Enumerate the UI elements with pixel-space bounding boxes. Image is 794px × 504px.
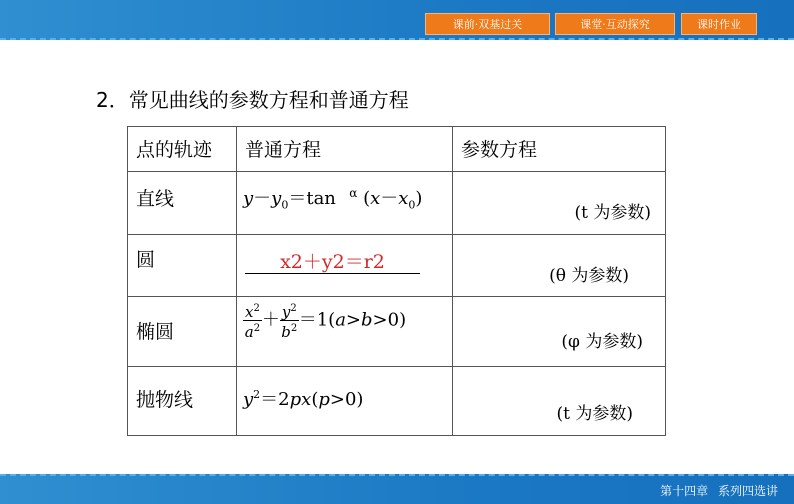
table-row	[128, 297, 666, 367]
banner-divider	[0, 474, 794, 476]
param-cell	[453, 235, 666, 297]
row-label-cell	[128, 235, 237, 297]
formula-cell	[237, 235, 453, 297]
equation-table	[127, 126, 666, 436]
table-row	[128, 367, 666, 436]
bottom-banner	[0, 474, 794, 504]
header-standard-equation: 普通方程	[245, 139, 322, 161]
param-cell	[453, 367, 666, 436]
table-header-row	[128, 127, 666, 172]
row-label-circle: 圆	[136, 249, 156, 271]
section-heading: 2．常见曲线的参数方程和普通方程	[96, 88, 409, 112]
header-parametric-equation: 参数方程	[461, 139, 538, 161]
formula-cell	[237, 367, 453, 436]
row-label-cell	[128, 367, 237, 436]
header-locus: 点的轨迹	[136, 139, 213, 161]
row-label-line: 直线	[136, 188, 175, 210]
header-cell	[237, 127, 453, 172]
param-cell	[453, 172, 666, 235]
nav-button-pre-class[interactable]: 课前·双基过关	[425, 13, 550, 35]
parabola-formula: $y^2=2px(p>0)$	[243, 388, 364, 410]
table-row	[128, 172, 666, 235]
row-label-parabola: 抛物线	[136, 389, 194, 411]
ellipse-formula: $\frac{x^2}{a^2}$ ＋ $\frac{y^2}{b^2}$ ＝1(a>b>0)	[244, 303, 407, 341]
chapter-footer: 第十四章 系列四选讲	[660, 484, 778, 498]
nav-button-in-class[interactable]: 课堂·互动探究	[555, 13, 675, 35]
formula-cell	[237, 172, 453, 235]
param-note-circle: (θ 为参数)	[549, 266, 629, 286]
formula-cell	[237, 297, 453, 367]
answer-fill-blank: x2＋y2＝r2	[245, 251, 420, 274]
table-row	[128, 235, 666, 297]
row-label-ellipse: 椭圆	[136, 321, 175, 343]
header-cell	[453, 127, 666, 172]
row-label-cell	[128, 172, 237, 235]
nav-button-homework[interactable]: 课时作业	[681, 13, 757, 35]
param-note-line: (t 为参数)	[574, 203, 651, 223]
line-formula: $y-y_0=\tan$ $^\alpha$ $(x-x_0)$	[243, 186, 423, 212]
param-note-ellipse: (φ 为参数)	[561, 332, 643, 352]
top-banner	[0, 0, 794, 40]
header-cell	[128, 127, 237, 172]
param-cell	[453, 297, 666, 367]
row-label-cell	[128, 297, 237, 367]
banner-divider	[0, 38, 794, 40]
param-note-parabola: (t 为参数)	[556, 404, 633, 424]
